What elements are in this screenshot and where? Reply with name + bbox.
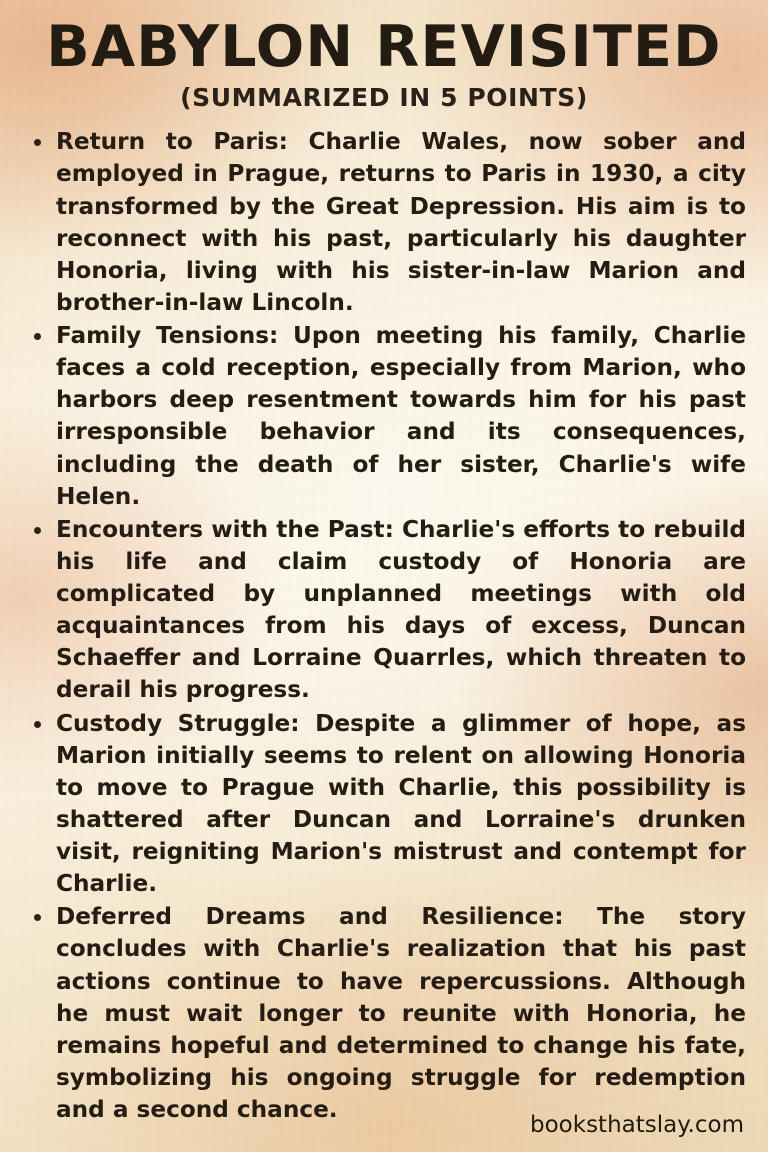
page-title: BABYLON REVISITED bbox=[46, 14, 722, 80]
summary-points-list bbox=[22, 126, 746, 1126]
site-watermark: booksthatslay.com bbox=[530, 1112, 744, 1138]
list-item: Family Tensions: Upon meeting his family, Charlie faces a cold reception, especially from Marion, who harbors deep resentment towards him for his past irresponsible behavior and its consequences, including the death of her sister, Charlie's wife Helen. bbox=[22, 320, 746, 513]
list-item: Deferred Dreams and Resilience: The story concludes with Charlie's realization that his past actions continue to have repercussions. Although he must wait longer to reunite with Honoria, he remains hopeful and determined to change his fate, symbolizing his ongoing struggle for redemption and a second chance. bbox=[22, 901, 746, 1126]
list-item: Return to Paris: Charlie Wales, now sober and employed in Prague, returns to Paris in 1930, a city transformed by the Great Depression. His aim is to reconnect with his past, particularly his daughter Honoria, living with his sister-in-law Marion and brother-in-law Lincoln. bbox=[22, 126, 746, 319]
list-item: Encounters with the Past: Charlie's efforts to rebuild his life and claim custody of Honoria are complicated by unplanned meetings with old acquaintances from his days of excess, Duncan Schaeffer and Lorraine Quarrles, which threaten to derail his progress. bbox=[22, 514, 746, 707]
page-subtitle: (SUMMARIZED IN 5 POINTS) bbox=[180, 83, 588, 113]
list-item: Custody Struggle: Despite a glimmer of hope, as Marion initially seems to relent on allowing Honoria to move to Prague with Charlie, this possibility is shattered after Duncan and Lorraine's drunken visit, reigniting Marion's mistrust and contempt for Charlie. bbox=[22, 708, 746, 901]
